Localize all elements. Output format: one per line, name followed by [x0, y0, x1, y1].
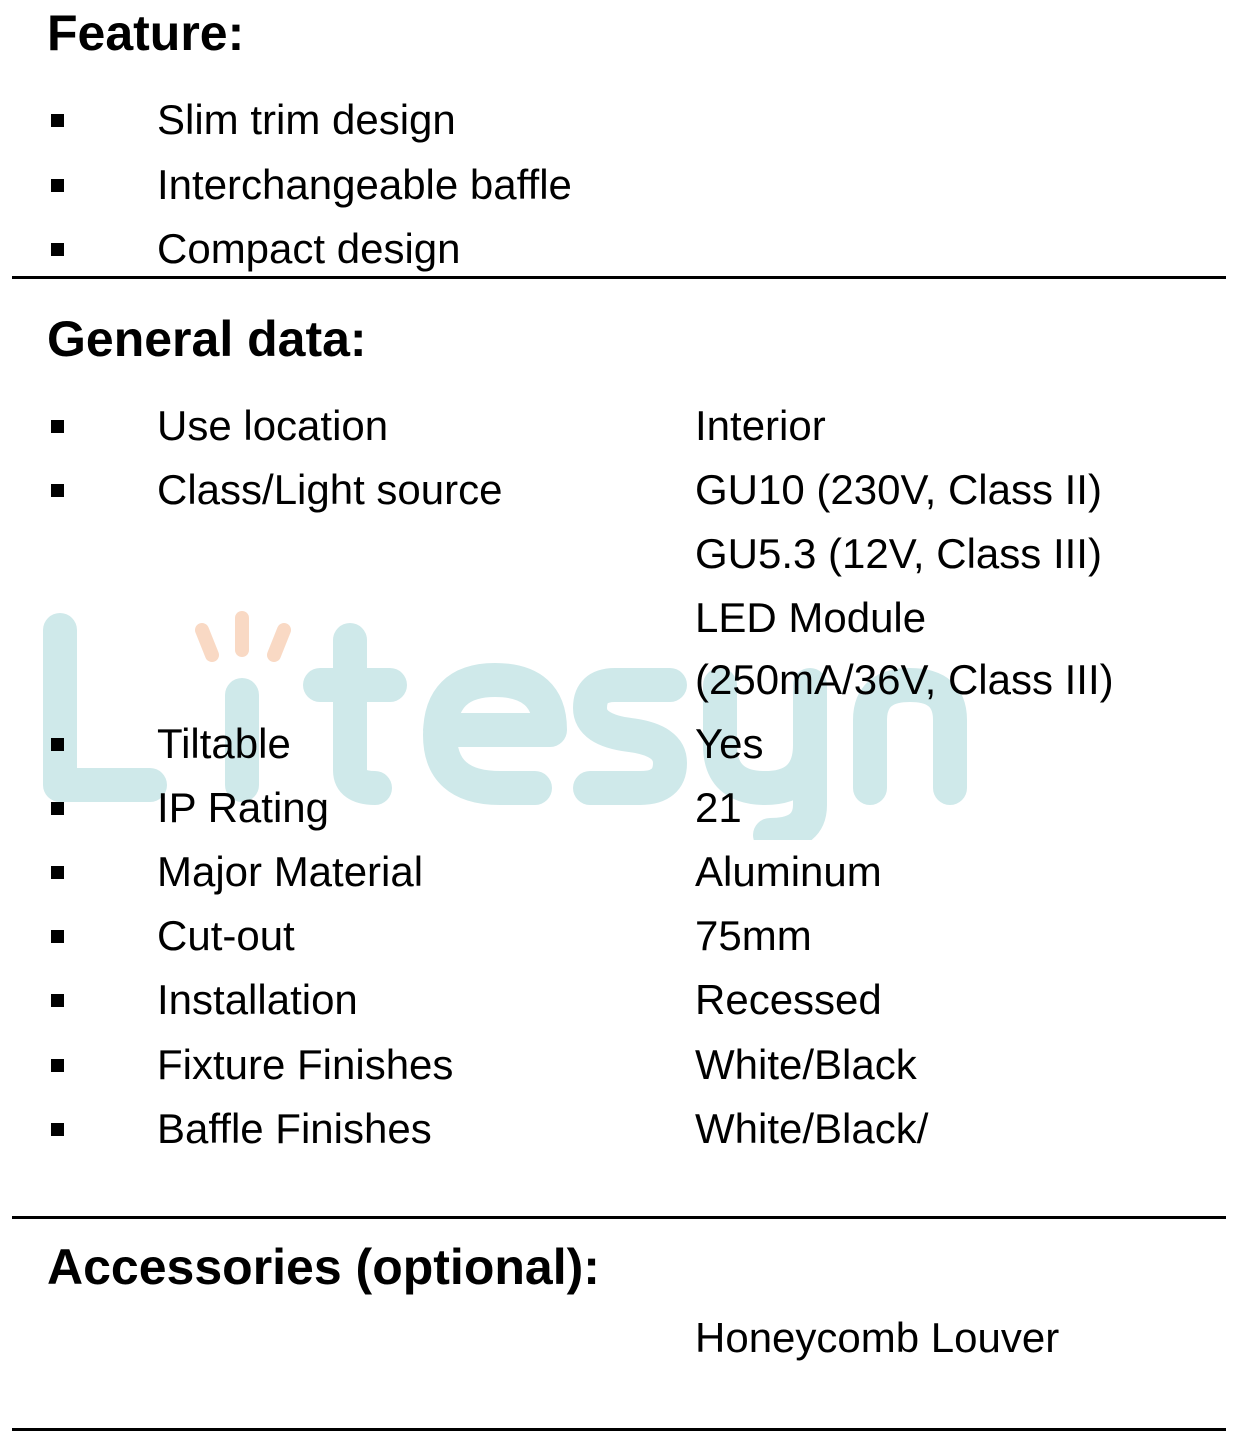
spec-value: Aluminum — [695, 848, 882, 895]
spec-value: White/Black/ — [695, 1105, 929, 1152]
spec-row — [0, 398, 1236, 462]
bullet-icon — [51, 243, 64, 256]
section-divider — [12, 1216, 1226, 1219]
bullet-icon — [51, 1123, 64, 1136]
feature-label: Interchangeable baffle — [157, 161, 572, 208]
spec-value: White/Black — [695, 1041, 917, 1088]
spec-row — [0, 908, 1236, 972]
section-divider — [12, 1428, 1226, 1431]
spec-label: Use location — [157, 402, 389, 449]
bullet-icon — [51, 114, 64, 127]
spec-value: Interior — [695, 402, 826, 449]
spec-label: Cut-out — [157, 912, 295, 959]
bullet-icon — [51, 179, 64, 192]
spec-row — [0, 716, 1236, 780]
bullet-icon — [51, 930, 64, 943]
accessories-heading: Accessories (optional): — [47, 1239, 600, 1295]
feature-list-item — [0, 157, 1236, 221]
spec-value-continuation: (250mA/36V, Class III) — [695, 656, 1114, 703]
spec-label: Installation — [157, 976, 358, 1023]
spec-label: Baffle Finishes — [157, 1105, 432, 1152]
bullet-icon — [51, 802, 64, 815]
spec-label: IP Rating — [157, 784, 329, 831]
feature-label: Compact design — [157, 225, 461, 272]
spec-value: 75mm — [695, 912, 812, 959]
bullet-icon — [51, 994, 64, 1007]
feature-label: Slim trim design — [157, 96, 456, 143]
spec-row — [0, 1037, 1236, 1101]
spec-value: GU10 (230V, Class II) — [695, 466, 1102, 513]
spec-row — [0, 462, 1236, 526]
feature-heading: Feature: — [47, 5, 245, 61]
spec-label: Fixture Finishes — [157, 1041, 454, 1088]
section-divider — [12, 276, 1226, 279]
spec-row — [0, 972, 1236, 1036]
bullet-icon — [51, 420, 64, 433]
spec-row — [0, 844, 1236, 908]
spec-value-continuation: GU5.3 (12V, Class III) — [695, 530, 1102, 577]
spec-row — [0, 1101, 1236, 1165]
spec-label: Class/Light source — [157, 466, 503, 513]
spec-value: Recessed — [695, 976, 882, 1023]
feature-list-item — [0, 92, 1236, 156]
spec-label: Tiltable — [157, 720, 291, 767]
bullet-icon — [51, 738, 64, 751]
spec-label: Major Material — [157, 848, 424, 895]
bullet-icon — [51, 1059, 64, 1072]
spec-value: 21 — [695, 784, 742, 831]
spec-row — [0, 780, 1236, 844]
general-data-heading: General data: — [47, 311, 367, 367]
spec-value: Yes — [695, 720, 764, 767]
spec-value-continuation: LED Module — [695, 594, 927, 641]
bullet-icon — [51, 866, 64, 879]
bullet-icon — [51, 484, 64, 497]
accessory-item: Honeycomb Louver — [695, 1314, 1060, 1361]
